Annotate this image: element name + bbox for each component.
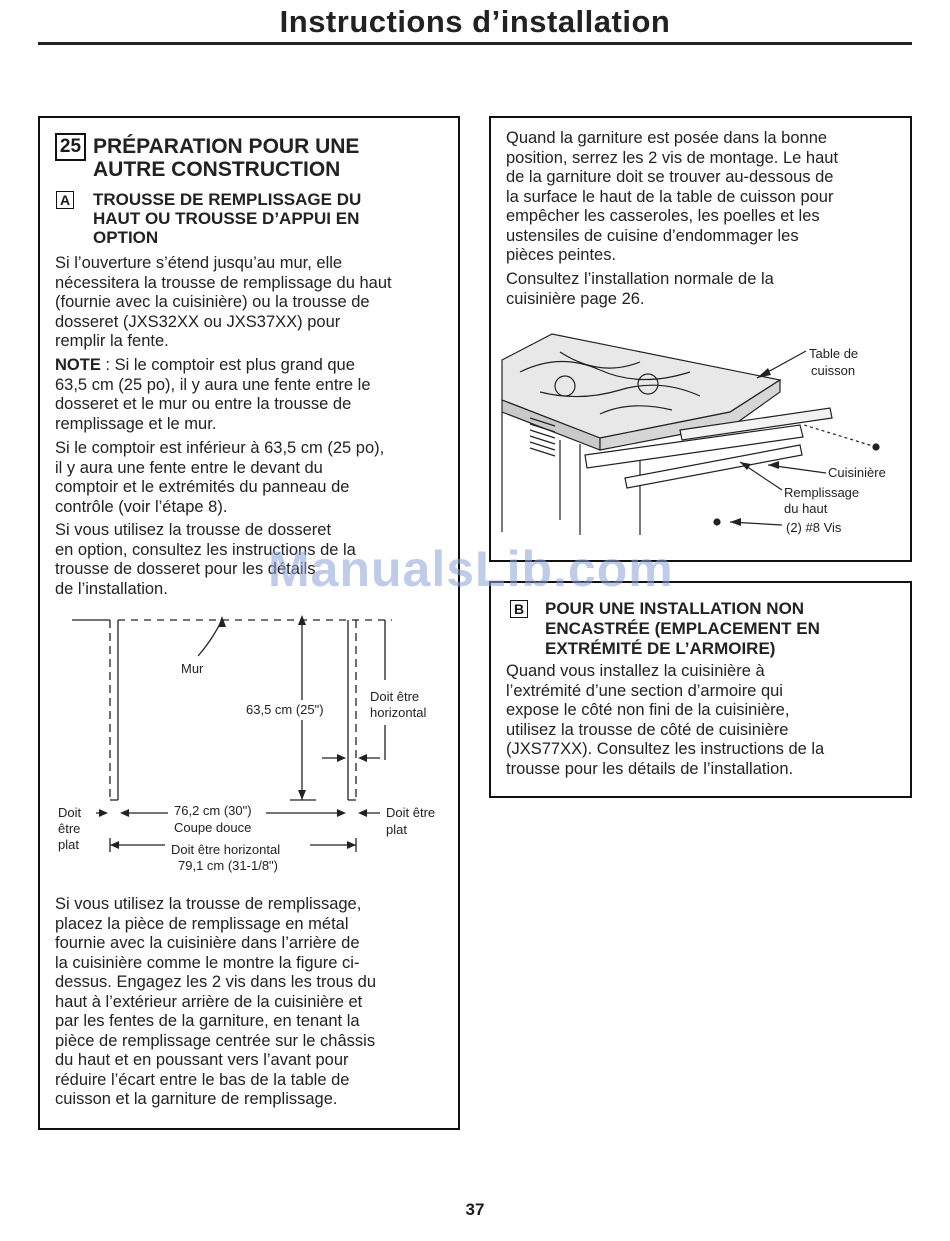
text-line: dosseret et le mur ou entre la trousse de (55, 395, 352, 413)
text-line: fournie avec la cuisinière dans l’arrière de (55, 934, 360, 952)
text-line: empêcher les casseroles, les poelles et les (506, 207, 820, 225)
text-line: trousse de dosseret pour les détails (55, 560, 316, 578)
plat-right-line-1: Doit être (386, 805, 436, 820)
plat-left-line-1: Doit (58, 805, 82, 820)
section-b-title-line-3: EXTRÉMITÉ DE L’ARMOIRE) (545, 639, 776, 658)
section-b-title-line-1: POUR UNE INSTALLATION NON (545, 599, 805, 618)
text-line: Si le comptoir est inférieur à 63,5 cm (25 po), (55, 439, 385, 457)
section-b-letter: B (510, 600, 528, 618)
text-line: comptoir et le extrémités du panneau de (55, 478, 350, 496)
text-line: position, serrez les 2 vis de montage. Le haut (506, 148, 839, 167)
bottom-width-label: 79,1 cm (31-1/8") (178, 858, 278, 873)
text-line: 63,5 cm (25 po), il y aura une fente entre le (55, 375, 371, 394)
text-line: haut à l’extérieur arrière de la cuisinière et (55, 992, 363, 1011)
text-line: cuisson et la garniture de remplissage. (55, 1090, 338, 1108)
soft-cut-label: Coupe douce (174, 820, 252, 835)
plat-left-line-3: plat (58, 837, 79, 852)
text-line: remplissage et le mur. (55, 414, 217, 433)
text-line: utilisez la trousse de côté de cuisinière (506, 720, 789, 739)
text-line: Quand la garniture est posée dans la bonne (506, 129, 828, 147)
step-number-badge: 25 (55, 133, 86, 161)
text-line: la cuisinière comme le montre la figure ci- (55, 953, 360, 972)
text-line: pièce de remplissage centrée sur le châssis (55, 1031, 376, 1050)
text-line: placez la pièce de remplissage en métal (55, 914, 349, 933)
text-line: dessus. Engagez les 2 vis dans les trous du (55, 973, 377, 991)
section-b-paragraph (506, 662, 824, 779)
text-line: contrôle (voir l’étape 8). (55, 497, 228, 516)
text-line: par les fentes de la garniture, en tenant la (55, 1012, 360, 1030)
page-title: Instructions d’installation (279, 4, 671, 39)
text-line: pièces peintes. (506, 246, 617, 264)
horizontal-label-line-2: horizontal (370, 705, 427, 720)
text-line: il y aura une fente entre le devant du (55, 458, 323, 477)
filler-label-line-1: Remplissage (784, 485, 860, 500)
text-line: l’extrémité d’une section d’armoire qui (506, 681, 783, 700)
bottom-horizontal-label: Doit être horizontal (171, 842, 281, 857)
cooktop-label-line-1: Table de (809, 346, 859, 361)
text-line: : Si le comptoir est plus grand que (100, 356, 355, 374)
height-label: 63,5 cm (25") (246, 702, 324, 717)
text-line: expose le côté non fini de la cuisinière, (506, 701, 790, 719)
text-line: Si vous utilisez la trousse de remplissage, (55, 895, 362, 913)
text-line: la surface le haut de la table de cuisson pour (506, 187, 834, 206)
screws-label: (2) #8 Vis (786, 520, 842, 535)
text-line: Si l’ouverture s’étend jusqu’au mur, elle (55, 254, 343, 272)
range-label: Cuisinière (828, 465, 886, 480)
text-line: Consultez l’installation normale de la (506, 270, 774, 288)
text-line: Si vous utilisez la trousse de dosseret (55, 521, 332, 539)
section-a-letter: A (56, 191, 74, 209)
text-line: Quand vous installez la cuisinière à (506, 662, 765, 680)
note-label: NOTE (55, 356, 101, 374)
horizontal-label-line-1: Doit être (370, 689, 420, 704)
width-label: 76,2 cm (30") (174, 803, 252, 818)
step-title-line-2: AUTRE CONSTRUCTION (93, 158, 341, 181)
text-line: trousse pour les détails de l’installation. (506, 759, 794, 778)
text-line: de la garniture doit se trouver au-dessous de (506, 168, 834, 186)
text-line: (fournie avec la cuisinière) ou la trousse de (55, 293, 370, 311)
section-a-title-line-2: HAUT OU TROUSSE D’APPUI EN (93, 209, 360, 228)
section-b-title-line-2: ENCASTRÉE (EMPLACEMENT EN (545, 619, 820, 638)
plat-right-line-2: plat (386, 822, 407, 837)
text-line: en option, consultez les instructions de la (55, 540, 356, 559)
wall-label: Mur (181, 661, 204, 676)
text-line: réduire l’écart entre le bas de la table de (55, 1070, 350, 1089)
text-line: ustensiles de cuisine d’endommager les (506, 226, 799, 245)
step-title-line-1: PRÉPARATION POUR UNE (93, 135, 360, 158)
text-line: nécessitera la trousse de remplissage du haut (55, 273, 392, 292)
page-number: 37 (465, 1200, 485, 1219)
plat-left-line-2: être (58, 821, 81, 836)
text-line: (JXS77XX). Consultez les instructions de la (506, 740, 825, 758)
text-line: dosseret (JXS32XX ou JXS37XX) pour (55, 312, 341, 331)
text-line: de l’installation. (55, 579, 168, 598)
text-line: du haut et en poussant vers l’avant pour (55, 1051, 349, 1069)
section-a-title-line-1: TROUSSE DE REMPLISSAGE DU (93, 190, 362, 209)
text-line: remplir la fente. (55, 332, 169, 350)
section-a-title-line-3: OPTION (93, 228, 159, 247)
filler-label-line-2: du haut (784, 501, 828, 516)
text-line: cuisinière page 26. (506, 289, 645, 308)
cooktop-label-line-2: cuisson (811, 363, 856, 378)
watermark: ManualsLib.com (268, 541, 674, 597)
